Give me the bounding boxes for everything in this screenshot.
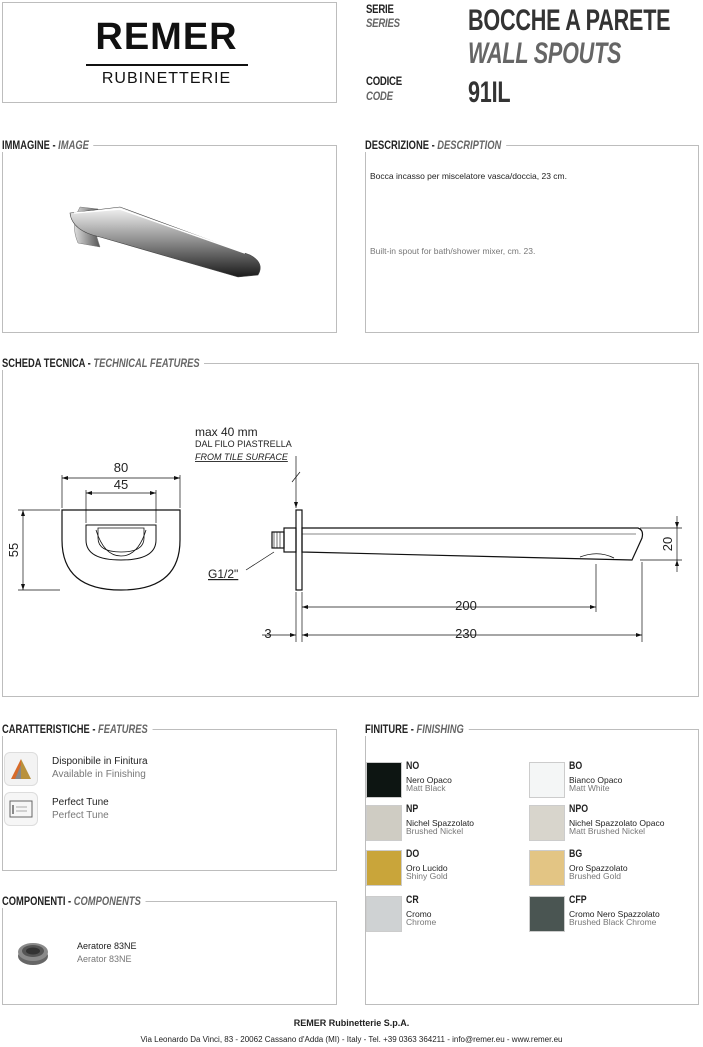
note-tile: DAL FILO PIASTRELLA — [195, 439, 292, 449]
finish-name-en: Shiny Gold — [406, 871, 448, 881]
brand-name: REMER — [95, 16, 238, 58]
dim-55: 55 — [6, 542, 21, 558]
aerator-icon — [16, 936, 50, 975]
technical-section-title: SCHEDA TECNICA - TECHNICAL FEATURES — [2, 356, 204, 370]
finish-name-it: Nero Opaco — [406, 775, 452, 785]
dim-3: 3 — [264, 626, 272, 641]
finish-name-it: Oro Spazzolato — [569, 863, 628, 873]
finish-swatch-bo — [529, 762, 565, 798]
finish-code: NP — [406, 803, 419, 815]
dim-230: 230 — [455, 626, 477, 641]
components-section-title: COMPONENTI - COMPONENTS — [2, 894, 146, 908]
code-label: CODICE — [366, 74, 402, 88]
finish-code: BG — [569, 848, 583, 860]
series-title-en: WALL SPOUTS — [468, 37, 622, 70]
description-en: Built-in spout for bath/shower mixer, cm. 23. — [370, 246, 536, 256]
component-aerator-en: Aerator 83NE — [77, 954, 132, 964]
finish-name-en: Brushed Nickel — [406, 826, 464, 836]
thread-label: G1/2" — [208, 567, 239, 581]
finish-name-it: Nichel Spazzolato Opaco — [569, 818, 665, 828]
finish-code: CR — [406, 894, 419, 906]
finishing-section-title: FINITURE - FINISHING — [365, 722, 468, 736]
finish-code: CFP — [569, 894, 587, 906]
series-title: BOCCHE A PARETE — [468, 4, 671, 37]
technical-drawing — [0, 380, 703, 680]
finish-name-it: Cromo — [406, 909, 432, 919]
finish-swatch-npo — [529, 805, 565, 841]
description-section-title: DESCRIZIONE - DESCRIPTION — [365, 138, 506, 152]
finish-code: DO — [406, 848, 420, 860]
finish-swatch-cr — [366, 896, 402, 932]
finish-swatch-np — [366, 805, 402, 841]
description-it: Bocca incasso per miscelatore vasca/doccia, 23 cm. — [370, 171, 568, 181]
finish-swatch-bg — [529, 850, 565, 886]
finish-code: NO — [406, 760, 420, 772]
finish-name-en: Matt White — [569, 783, 610, 793]
finish-name-en: Brushed Gold — [569, 871, 621, 881]
finish-name-en: Brushed Black Chrome — [569, 917, 657, 927]
footer-address: Via Leonardo Da Vinci, 83 - 20062 Cassano d'Adda (MI) - Italy - Tel. +39 0363 364211 - info@remer.eu - www.remer.eu — [140, 1035, 563, 1044]
finish-name-en: Matt Brushed Nickel — [569, 826, 646, 836]
feature-finishing-en: Available in Finishing — [52, 769, 146, 780]
feature-perfect-tune-it: Perfect Tune — [52, 797, 109, 808]
feature-perfect-tune-en: Perfect Tune — [52, 810, 109, 821]
features-section-title: CARATTERISTICHE - FEATURES — [2, 722, 152, 736]
footer-company: REMER Rubinetterie S.p.A. — [293, 1018, 410, 1028]
perfect-tune-icon — [4, 792, 38, 826]
image-section-title: IMMAGINE - IMAGE — [2, 138, 94, 152]
components-box — [2, 901, 337, 1005]
finish-name-it: Oro Lucido — [406, 863, 448, 873]
serie-label-en: SERIES — [366, 16, 400, 30]
product-image — [60, 195, 270, 285]
finish-name-en: Chrome — [406, 917, 437, 927]
finishing-icon — [4, 752, 38, 786]
finish-name-en: Matt Black — [406, 783, 446, 793]
serie-label: SERIE — [366, 2, 394, 16]
brand-sub: RUBINETTERIE — [101, 70, 232, 87]
finish-swatch-no — [366, 762, 402, 798]
finish-code: BO — [569, 760, 583, 772]
dim-80: 80 — [113, 460, 129, 475]
code-label-en: CODE — [366, 89, 393, 103]
component-aerator-it: Aeratore 83NE — [77, 941, 137, 951]
note-tile-en: FROM TILE SURFACE — [195, 452, 288, 462]
finish-name-it: Bianco Opaco — [569, 775, 623, 785]
product-code: 91IL — [468, 76, 511, 109]
dim-20: 20 — [660, 536, 675, 552]
brand-divider — [86, 64, 248, 66]
feature-finishing-it: Disponibile in Finitura — [52, 756, 148, 767]
finish-name-it: Cromo Nero Spazzolato — [569, 909, 660, 919]
note-max: max 40 mm — [195, 425, 258, 439]
finish-swatch-do — [366, 850, 402, 886]
finish-swatch-cfp — [529, 896, 565, 932]
dim-200: 200 — [455, 598, 477, 613]
finish-code: NPO — [569, 803, 589, 815]
finish-name-it: Nichel Spazzolato — [406, 818, 475, 828]
dim-45: 45 — [113, 477, 129, 492]
